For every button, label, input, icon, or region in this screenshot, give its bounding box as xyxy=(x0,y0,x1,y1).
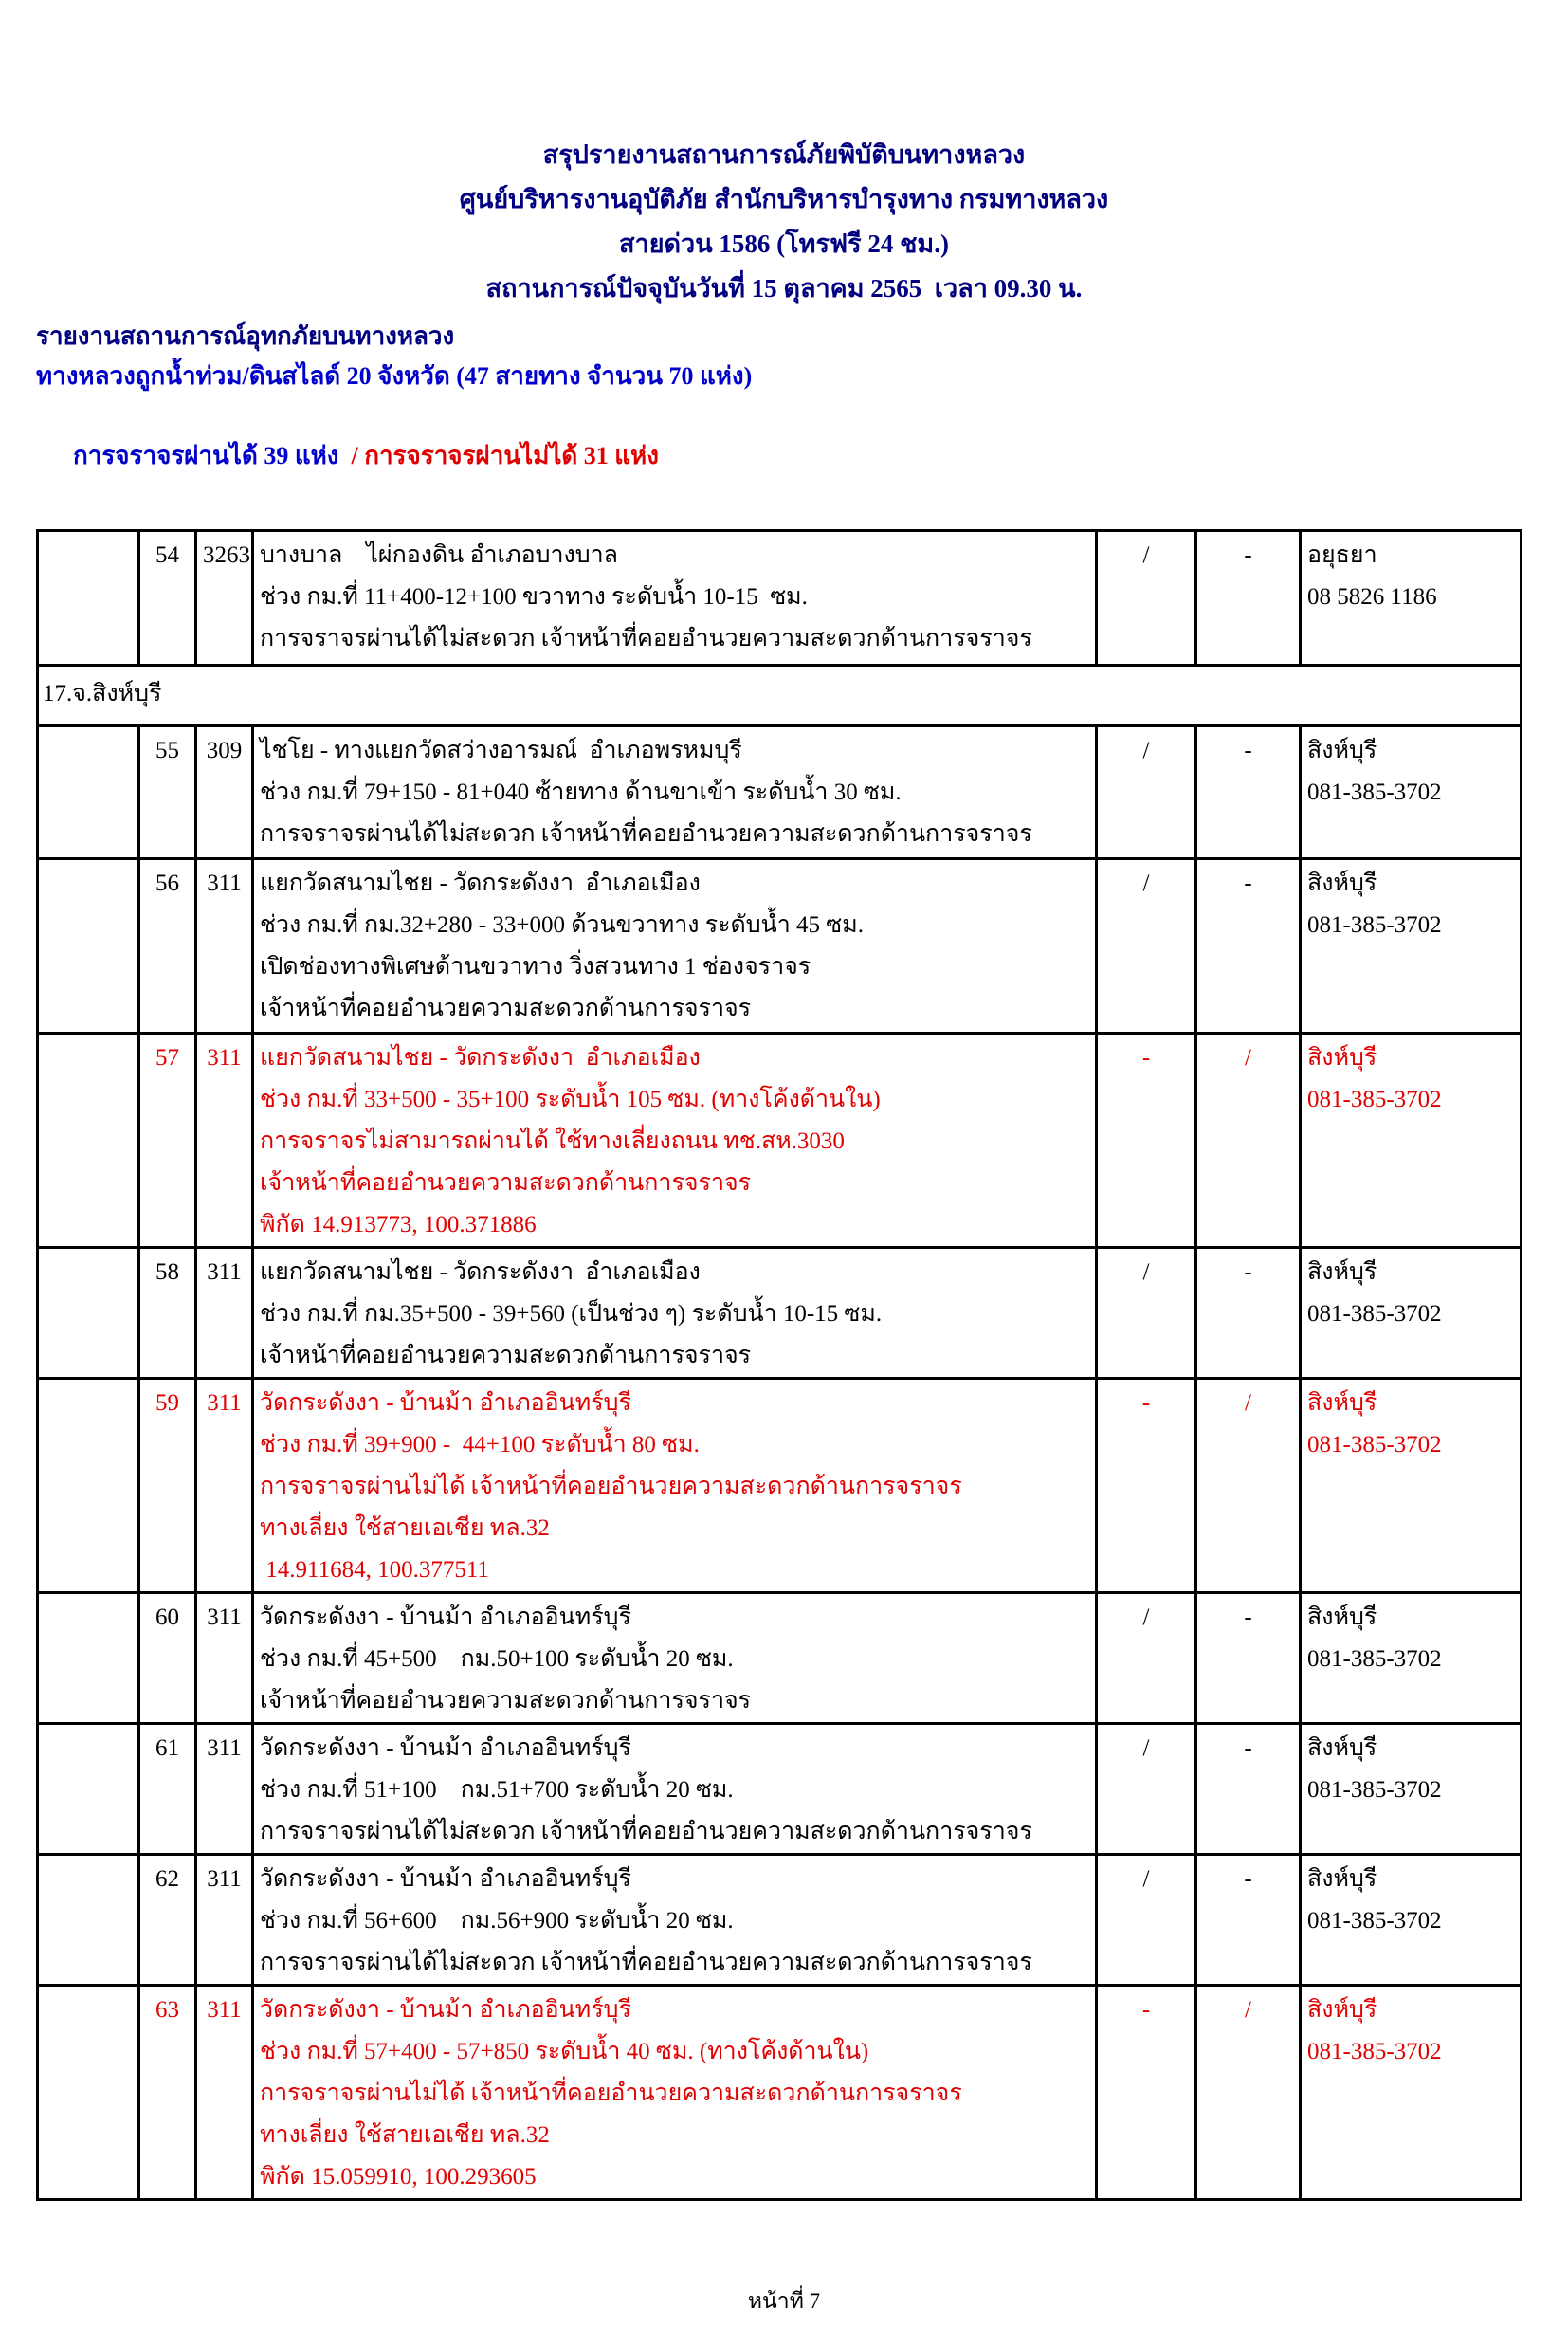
description-line: ช่วง กม.ที่ 51+100 กม.51+700 ระดับน้ำ 20 ซม. xyxy=(260,1777,734,1803)
description-line: เจ้าหน้าที่คอยอำนวยความสะดวกด้านการจราจร xyxy=(260,1343,752,1368)
table-row xyxy=(38,726,1522,859)
row-number: 55 xyxy=(155,738,179,763)
row-number: 59 xyxy=(155,1390,179,1416)
table-row xyxy=(38,1986,1522,2200)
description-cell xyxy=(253,1248,1097,1379)
description-line: ช่วง กม.ที่ 11+400-12+100 ขวาทาง ระดับน้ำ 10-15 ซม. xyxy=(260,584,808,610)
description-line: เจ้าหน้าที่คอยอำนวยความสะดวกด้านการจราจร xyxy=(260,996,752,1021)
table-row xyxy=(38,1593,1522,1724)
impassable-mark: / xyxy=(1245,1390,1251,1416)
province-phone: 081-385-3702 xyxy=(1307,912,1442,938)
table-row xyxy=(38,1248,1522,1379)
description-line: วัดกระดังงา - บ้านม้า อำเภออินทร์บุรี xyxy=(260,1604,631,1630)
province-name: สิงห์บุรี xyxy=(1307,1735,1377,1761)
route-number: 3263 xyxy=(203,542,250,568)
passable-mark: / xyxy=(1142,738,1150,763)
description-line: ช่วง กม.ที่ 39+900 - 44+100 ระดับน้ำ 80 ซม. xyxy=(260,1432,700,1458)
separator-slash: / xyxy=(344,442,365,469)
province-cell xyxy=(1301,726,1522,859)
passable-mark: / xyxy=(1142,1866,1150,1892)
passable-mark: / xyxy=(1142,1259,1150,1285)
description-line: การจราจรผ่านได้ไม่สะดวก เจ้าหน้าที่คอยอำนวยความสะดวกด้านการจราจร xyxy=(260,626,1032,651)
province-phone: 081-385-3702 xyxy=(1307,779,1442,805)
row-number: 58 xyxy=(155,1259,179,1285)
blank-cell xyxy=(38,1593,139,1724)
impassable-mark: - xyxy=(1244,738,1252,763)
blank-cell xyxy=(38,531,139,666)
province-cell xyxy=(1301,531,1522,666)
blank-cell xyxy=(38,859,139,1034)
passable-mark: - xyxy=(1141,1045,1151,1071)
description-line: ทางเลี่ยง ใช้สายเอเชีย ทล.32 xyxy=(260,1515,550,1541)
description-line: บางบาล ไผ่กองดิน อำเภอบางบาล xyxy=(260,542,618,568)
row-number: 57 xyxy=(155,1045,179,1071)
impassable-mark: - xyxy=(1244,871,1252,896)
description-cell xyxy=(253,859,1097,1034)
description-line: ช่วง กม.ที่ กม.32+280 - 33+000 ด้วนขวาทาง ระดับน้ำ 45 ซม. xyxy=(260,912,864,938)
description-line: พิกัด 15.059910, 100.293605 xyxy=(260,2164,537,2190)
description-line: การจราจรผ่านได้ไม่สะดวก เจ้าหน้าที่คอยอำนวยความสะดวกด้านการจราจร xyxy=(260,1819,1032,1844)
province-name: สิงห์บุรี xyxy=(1307,738,1377,763)
province-phone: 081-385-3702 xyxy=(1307,1777,1442,1803)
description-cell xyxy=(253,1986,1097,2200)
row-number: 62 xyxy=(155,1866,179,1892)
route-number: 311 xyxy=(207,1997,242,2023)
impassable-mark: - xyxy=(1244,1604,1252,1630)
route-number: 311 xyxy=(207,1735,242,1761)
table-row xyxy=(38,859,1522,1034)
traffic-status-line xyxy=(36,396,1568,516)
impassable-mark: / xyxy=(1245,1997,1251,2023)
province-name: สิงห์บุรี xyxy=(1307,1866,1377,1892)
route-number: 311 xyxy=(207,1866,242,1892)
route-number: 311 xyxy=(207,871,242,896)
blank-cell xyxy=(38,1034,139,1248)
description-line: แยกวัดสนามไชย - วัดกระดังงา อำเภอเมือง xyxy=(260,1045,701,1071)
description-cell xyxy=(253,1724,1097,1855)
province-name: สิงห์บุรี xyxy=(1307,871,1377,896)
blank-cell xyxy=(38,1855,139,1986)
route-number: 311 xyxy=(207,1259,242,1285)
blank-cell xyxy=(38,1379,139,1593)
province-name: สิงห์บุรี xyxy=(1307,1604,1377,1630)
report-title: รายงานสถานการณ์อุทกภัยบนทางหลวง xyxy=(36,322,455,350)
row-number: 63 xyxy=(155,1997,179,2023)
passable-mark: / xyxy=(1142,1604,1150,1630)
table-row xyxy=(38,1034,1522,1248)
route-number: 311 xyxy=(207,1604,242,1630)
description-line: ช่วง กม.ที่ กม.35+500 - 39+560 (เป็นช่วง ๆ) ระดับน้ำ 10-15 ซม. xyxy=(260,1301,883,1327)
impassable-count: การจราจรผ่านไม่ได้ 31 แห่ง xyxy=(364,442,659,469)
description-line: การจราจรไม่สามารถผ่านได้ ใช้ทางเลี่ยงถนน ทช.สห.3030 xyxy=(260,1128,845,1154)
province-phone: 081-385-3702 xyxy=(1307,1301,1442,1327)
blank-cell xyxy=(38,726,139,859)
province-phone: 081-385-3702 xyxy=(1307,1432,1442,1458)
province-name: สิงห์บุรี xyxy=(1307,1997,1377,2023)
description-line: การจราจรผ่านไม่ได้ เจ้าหน้าที่คอยอำนวยความสะดวกด้านการจราจร xyxy=(260,2081,962,2106)
intro-block xyxy=(36,317,1568,516)
description-line: เปิดช่องทางพิเศษด้านขวาทาง วิ่งสวนทาง 1 ช่องจราจร xyxy=(260,954,811,980)
province-name: สิงห์บุรี xyxy=(1307,1045,1377,1071)
flood-report-table xyxy=(36,529,1522,2201)
province-phone: 081-385-3702 xyxy=(1307,1646,1442,1672)
table-row xyxy=(38,1724,1522,1855)
description-line: วัดกระดังงา - บ้านม้า อำเภออินทร์บุรี xyxy=(260,1997,631,2023)
table-row xyxy=(38,1855,1522,1986)
description-line: แยกวัดสนามไชย - วัดกระดังงา อำเภอเมือง xyxy=(260,1259,701,1285)
passable-mark: / xyxy=(1142,1735,1150,1761)
province-cell xyxy=(1301,1593,1522,1724)
description-line: เจ้าหน้าที่คอยอำนวยความสะดวกด้านการจราจร xyxy=(260,1170,752,1196)
province-name: สิงห์บุรี xyxy=(1307,1390,1377,1416)
row-number: 56 xyxy=(155,871,179,896)
province-cell xyxy=(1301,1724,1522,1855)
impassable-mark: - xyxy=(1244,542,1252,568)
description-line: เจ้าหน้าที่คอยอำนวยความสะดวกด้านการจราจร xyxy=(260,1688,752,1714)
table-row xyxy=(38,531,1522,666)
document-title: สรุปรายงานสถานการณ์ภัยพิบัติบนทางหลวง xyxy=(542,140,1026,169)
summary-line: ทางหลวงถูกน้ำท่วม/ดินสไลด์ 20 จังหวัด (47 สายทาง จำนวน 70 แห่ง) xyxy=(36,362,753,390)
description-line: พิกัด 14.913773, 100.371886 xyxy=(260,1212,537,1238)
province-cell xyxy=(1301,1034,1522,1248)
route-number: 311 xyxy=(207,1390,242,1416)
province-phone: 081-385-3702 xyxy=(1307,1087,1442,1112)
row-number: 54 xyxy=(155,542,179,568)
province-cell xyxy=(1301,1248,1522,1379)
blank-cell xyxy=(38,1248,139,1379)
page-number: หน้าที่ 7 xyxy=(747,2289,821,2313)
description-line: วัดกระดังงา - บ้านม้า อำเภออินทร์บุรี xyxy=(260,1866,631,1892)
impassable-mark: - xyxy=(1244,1735,1252,1761)
impassable-mark: / xyxy=(1245,1045,1251,1071)
row-number: 61 xyxy=(155,1735,179,1761)
document-header xyxy=(0,133,1568,311)
description-line: ช่วง กม.ที่ 56+600 กม.56+900 ระดับน้ำ 20 ซม. xyxy=(260,1908,734,1934)
passable-mark: - xyxy=(1141,1390,1151,1416)
province-cell xyxy=(1301,1379,1522,1593)
passable-mark: / xyxy=(1142,542,1150,568)
row-number: 60 xyxy=(155,1604,179,1630)
hotline-line: สายด่วน 1586 (โทรฟรี 24 ชม.) xyxy=(619,229,949,258)
province-phone: 081-385-3702 xyxy=(1307,1908,1442,1934)
agency-line: ศูนย์บริหารงานอุบัติภัย สำนักบริหารบำรุงทาง กรมทางหลวง xyxy=(459,185,1109,213)
impassable-mark: - xyxy=(1244,1866,1252,1892)
description-line: ช่วง กม.ที่ 45+500 กม.50+100 ระดับน้ำ 20 ซม. xyxy=(260,1646,734,1672)
description-cell xyxy=(253,1593,1097,1724)
description-line: ช่วง กม.ที่ 79+150 - 81+040 ซ้ายทาง ด้านขาเข้า ระดับน้ำ 30 ซม. xyxy=(260,779,902,805)
section-header-label: 17.จ.สิงห์บุรี xyxy=(43,681,162,706)
table-row xyxy=(38,1379,1522,1593)
description-cell xyxy=(253,531,1097,666)
province-cell xyxy=(1301,1855,1522,1986)
province-phone: 081-385-3702 xyxy=(1307,2039,1442,2064)
impassable-mark: - xyxy=(1244,1259,1252,1285)
description-line: การจราจรผ่านได้ไม่สะดวก เจ้าหน้าที่คอยอำนวยความสะดวกด้านการจราจร xyxy=(260,1950,1032,1975)
description-line: การจราจรผ่านไม่ได้ เจ้าหน้าที่คอยอำนวยความสะดวกด้านการจราจร xyxy=(260,1474,962,1499)
situation-date-line: สถานการณ์ปัจจุบันวันที่ 15 ตุลาคม 2565 เวลา 09.30 น. xyxy=(485,274,1083,303)
blank-cell xyxy=(38,1724,139,1855)
passable-count: การจราจรผ่านได้ 39 แห่ง xyxy=(73,442,345,469)
description-line: ช่วง กม.ที่ 57+400 - 57+850 ระดับน้ำ 40 ซม. (ทางโค้งด้านใน) xyxy=(260,2039,869,2064)
description-cell xyxy=(253,1379,1097,1593)
province-name: อยุธยา xyxy=(1307,542,1377,568)
description-line: ไชโย - ทางแยกวัดสว่างอารมณ์ อำเภอพรหมบุรี xyxy=(260,738,742,763)
description-line: วัดกระดังงา - บ้านม้า อำเภออินทร์บุรี xyxy=(260,1390,631,1416)
description-line: วัดกระดังงา - บ้านม้า อำเภออินทร์บุรี xyxy=(260,1735,631,1761)
description-line: การจราจรผ่านได้ไม่สะดวก เจ้าหน้าที่คอยอำนวยความสะดวกด้านการจราจร xyxy=(260,821,1032,847)
province-cell xyxy=(1301,859,1522,1034)
province-cell xyxy=(1301,1986,1522,2200)
description-cell xyxy=(253,726,1097,859)
description-line: ทางเลี่ยง ใช้สายเอเชีย ทล.32 xyxy=(260,2122,550,2148)
description-line: แยกวัดสนามไชย - วัดกระดังงา อำเภอเมือง xyxy=(260,871,701,896)
passable-mark: - xyxy=(1141,1997,1151,2023)
route-number: 311 xyxy=(207,1045,242,1071)
passable-mark: / xyxy=(1142,871,1150,896)
description-cell xyxy=(253,1855,1097,1986)
description-line: ช่วง กม.ที่ 33+500 - 35+100 ระดับน้ำ 105 ซม. (ทางโค้งด้านใน) xyxy=(260,1087,881,1112)
province-phone: 08 5826 1186 xyxy=(1307,584,1437,610)
route-number: 309 xyxy=(206,738,243,763)
section-header-row xyxy=(38,666,1522,726)
description-line: 14.911684, 100.377511 xyxy=(260,1557,489,1583)
description-cell xyxy=(253,1034,1097,1248)
province-name: สิงห์บุรี xyxy=(1307,1259,1377,1285)
blank-cell xyxy=(38,1986,139,2200)
